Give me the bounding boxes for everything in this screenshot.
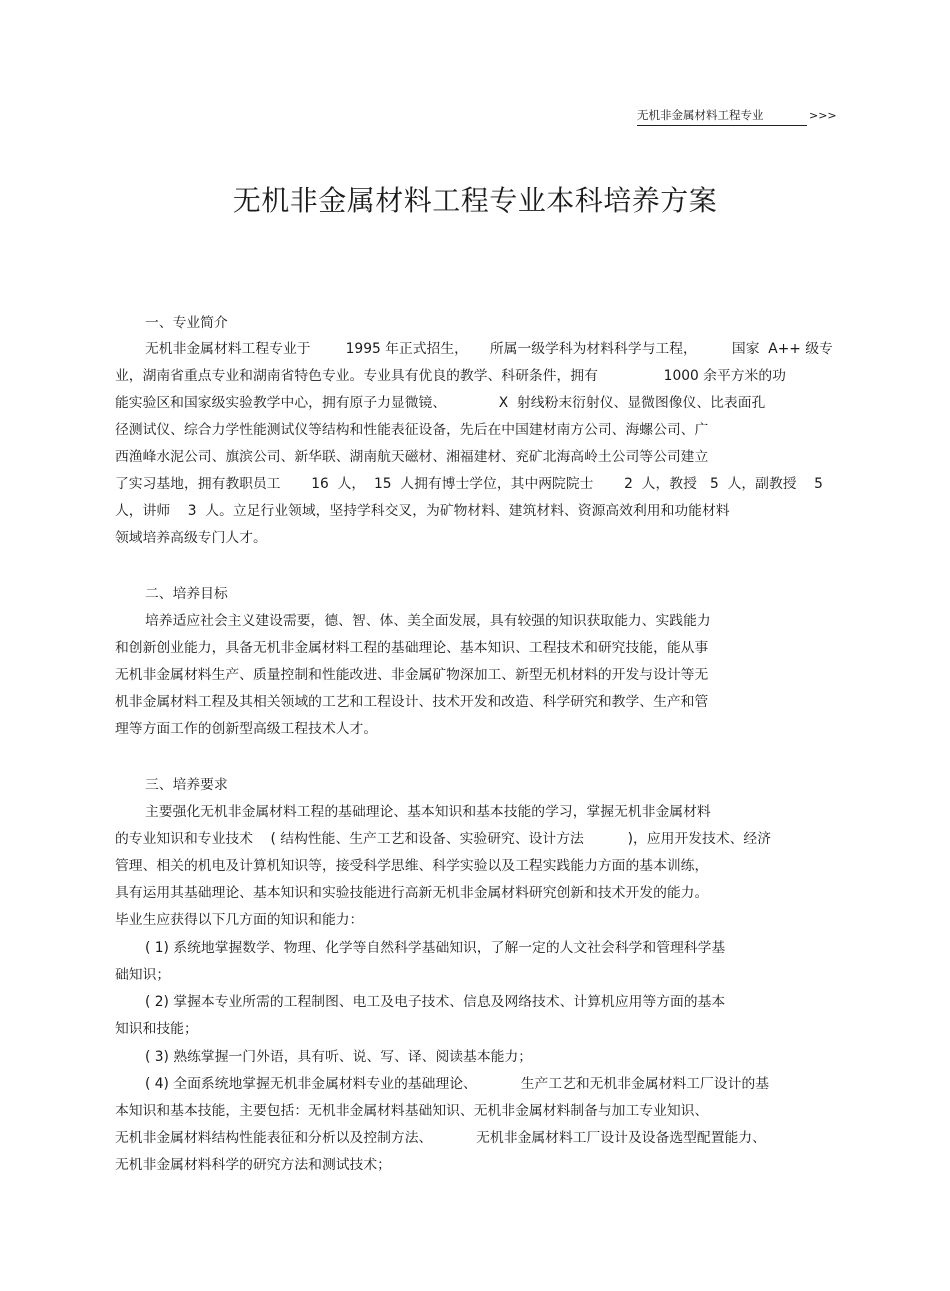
list-item-line: ( 2) 掌握本专业所需的工程制图、电工及电子技术、信息及网络技术、计算机应用等方面的基本 [145,994,726,1010]
list-item-line: 础知识； [115,967,171,983]
paragraph-line: 的专业知识和专业技术 ( 结构性能、生产工艺和设备、实验研究、设计方法 )，应用开发技术、经济 [115,831,772,847]
header-arrows: >>> [809,109,837,122]
paragraph-line: 具有运用其基础理论、基本知识和实验技能进行高新无机非金属材料研究创新和技术开发的能力。 [115,885,709,901]
header-title: 无机非金属材料工程专业 [637,107,807,126]
list-item-line: 无机非金属材料结构性能表征和分析以及控制方法、 无机非金属材料工厂设计及设备选型配置能力、 [115,1130,766,1146]
paragraph-line: 径测试仪、综合力学性能测试仪等结构和性能表征设备，先后在中国建材南方公司、海螺公司、广 [115,422,709,438]
list-item-line: ( 1) 系统地掌握数学、物理、化学等自然科学基础知识，了解一定的人文社会科学和管理科学基 [145,940,726,956]
paragraph-line: 领域培养高级专门人才。 [115,530,267,546]
paragraph-line: 毕业生应获得以下几方面的知识和能力： [115,912,364,928]
list-item-line: ( 4) 全面系统地掌握无机非金属材料专业的基础理论、 生产工艺和无机非金属材料工厂设计的基 [145,1076,770,1092]
paragraph-line: 能实验区和国家级实验教学中心，拥有原子力显微镜、 X 射线粉末衍射仪、显微图像仪、比表面孔 [115,395,766,411]
paragraph-line: 机非金属材料工程及其相关领域的工艺和工程设计、技术开发和改造、科学研究和教学、生产和管 [115,694,709,710]
section-heading-intro: 一、专业简介 [145,315,228,331]
list-item-line: ( 3) 熟练掌握一门外语，具有听、说、写、译、阅读基本能力； [145,1049,533,1065]
document-title: 无机非金属材料工程专业本科培养方案 [232,184,718,217]
list-item-line: 知识和技能； [115,1021,198,1037]
paragraph-line: 理等方面工作的创新型高级工程技术人才。 [115,721,378,737]
paragraph-line: 了实习基地，拥有教职员工 16 人， 15 人拥有博士学位，其中两院院士 2 人，教授 5 人，副教授 5 [115,476,823,492]
list-item-line: 本知识和基本技能，主要包括：无机非金属材料基础知识、无机非金属材料制备与加工专业知识、 [115,1103,709,1119]
paragraph-line: 西渔峰水泥公司、旗滨公司、新华联、湖南航天磁材、湘福建材、兖矿北海高岭土公司等公司建立 [115,449,709,465]
list-item-line: 无机非金属材料科学的研究方法和测试技术； [115,1157,391,1173]
section-heading-requirements: 三、培养要求 [145,777,228,793]
section-heading-goals: 二、培养目标 [145,586,228,602]
paragraph-line: 培养适应社会主义建设需要，德、智、体、美全面发展，具有较强的知识获取能力、实践能力 [145,613,711,629]
paragraph-line: 业，湖南省重点专业和湖南省特色专业。专业具有优良的教学、科研条件，拥有 1000 余平方米的功 [115,368,786,384]
paragraph-line: 无机非金属材料工程专业于 1995 年正式招生， 所属一级学科为材料科学与工程， 国家 A++ 级专 [145,341,833,357]
paragraph-line: 主要强化无机非金属材料工程的基础理论、基本知识和基本技能的学习，掌握无机非金属材料 [145,804,711,820]
paragraph-line: 人，讲师 3 人。立足行业领域，坚持学科交叉，为矿物材料、建筑材料、资源高效利用和功能材料 [115,503,730,519]
paragraph-line: 管理、相关的机电及计算机知识等，接受科学思维、科学实验以及工程实践能力方面的基本训练， [115,858,709,874]
paragraph-line: 无机非金属材料生产、质量控制和性能改进、非金属矿物深加工、新型无机材料的开发与设计等无 [115,667,709,683]
running-header [637,107,837,126]
paragraph-line: 和创新创业能力，具备无机非金属材料工程的基础理论、基本知识、工程技术和研究技能，能从事 [115,640,709,656]
